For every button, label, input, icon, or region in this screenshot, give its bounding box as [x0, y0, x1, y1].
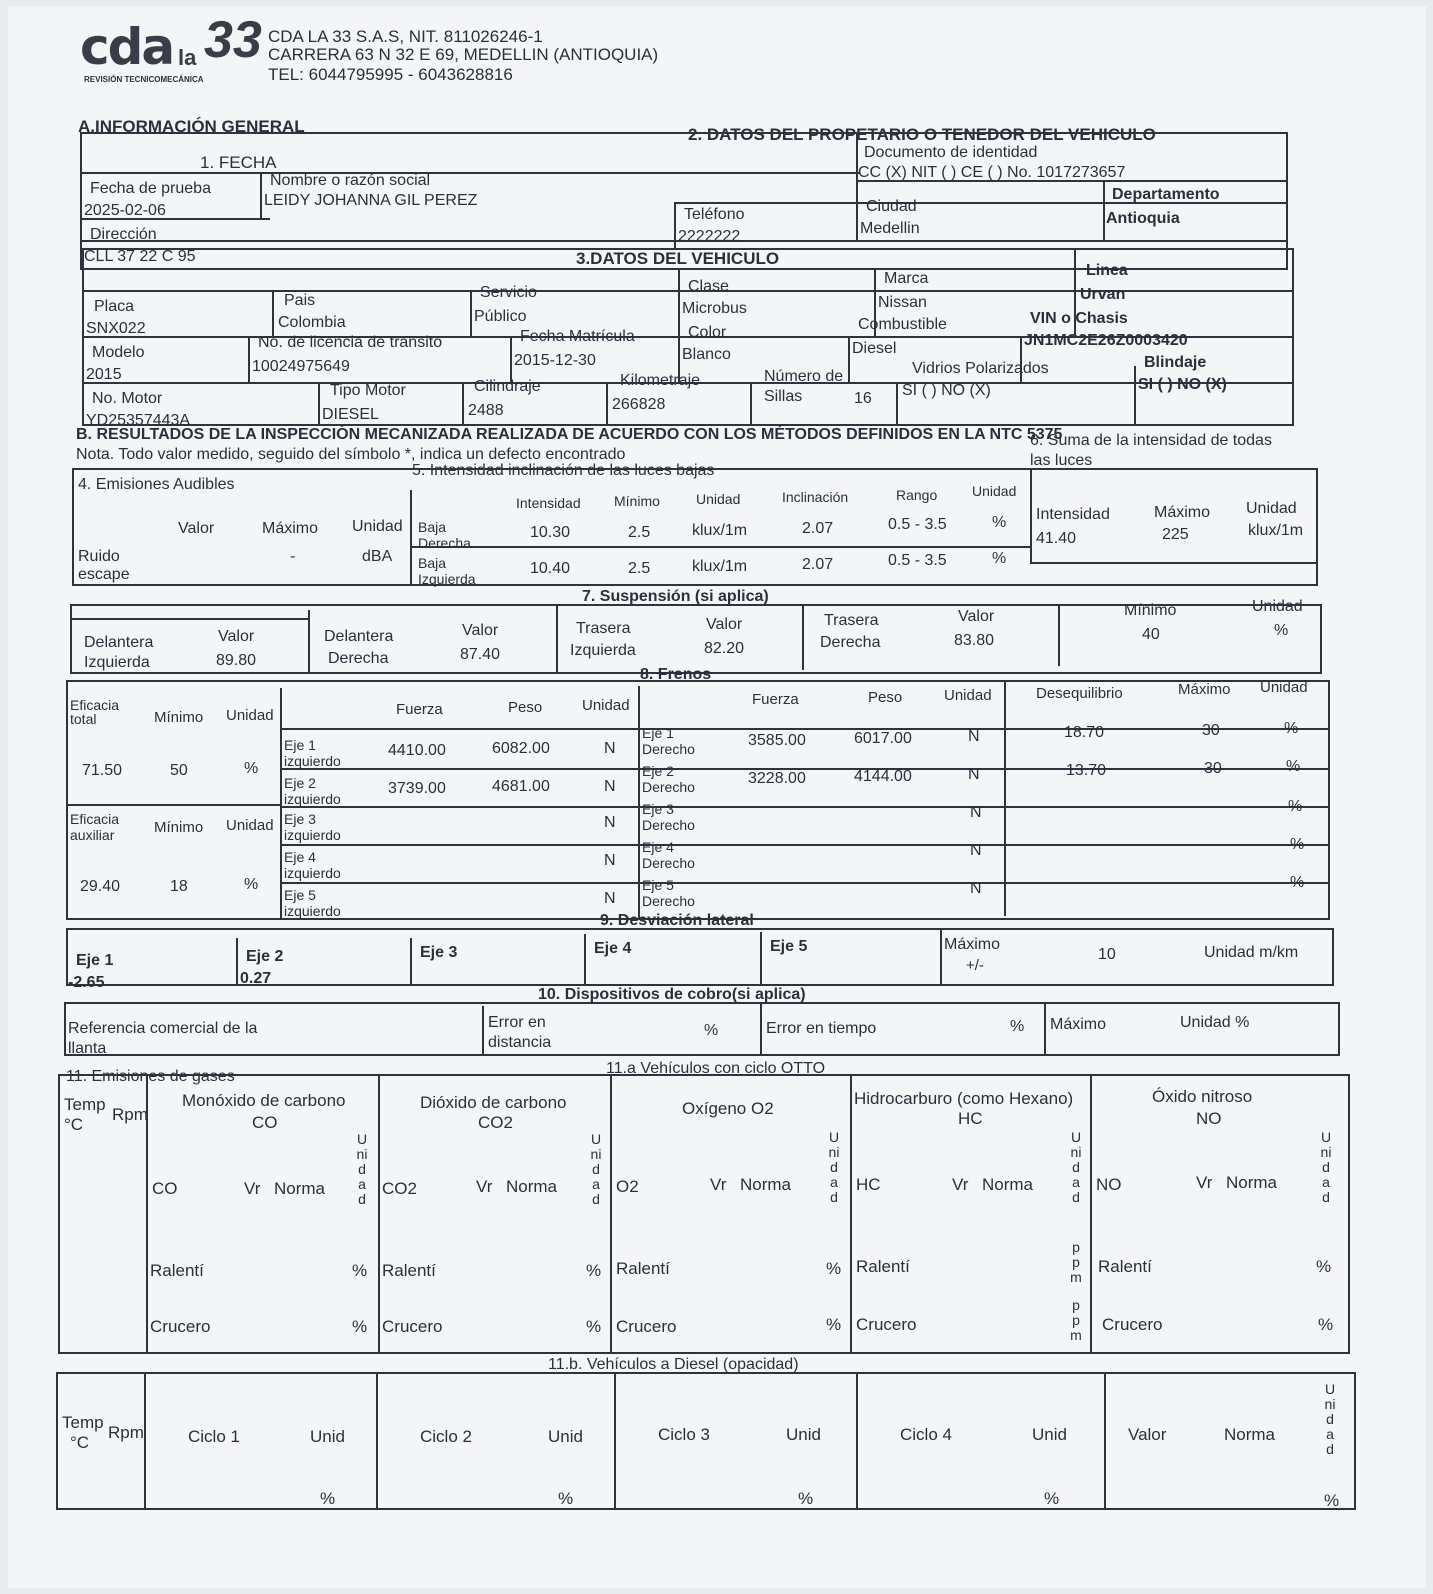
- frenos-unidad-label: Unidad: [1260, 679, 1308, 696]
- pais-label: Pais: [284, 292, 316, 309]
- cobro-tiempo-pct: %: [1010, 1018, 1025, 1035]
- diesel-ciclo3-pct: %: [798, 1489, 814, 1508]
- vin-label: VIN o Chasis: [1030, 310, 1128, 327]
- co2-norma: Norma: [506, 1177, 558, 1196]
- no-ralenti-pct: %: [1316, 1257, 1332, 1276]
- suma-intensidad: 41.40: [1036, 530, 1077, 547]
- sillas-value: 16: [854, 390, 872, 407]
- nombre-value: LEIDY JOHANNA GIL PEREZ: [264, 192, 478, 209]
- co-vr: Vr: [244, 1179, 261, 1198]
- diesel-unidad-pct: %: [1324, 1491, 1340, 1510]
- co2-abbr: CO2: [382, 1179, 417, 1198]
- fecha-mat-label: Fecha Matrícula: [520, 328, 635, 345]
- co2-unidad: Unidad: [590, 1131, 602, 1207]
- ef-aux-1: Eficacia: [70, 811, 120, 827]
- color-label: Color: [688, 324, 727, 341]
- diesel-title: 11.b. Vehículos a Diesel (opacidad): [548, 1356, 799, 1373]
- gases-degc: °C: [64, 1115, 84, 1134]
- frenos-left-row2-peso: 4681.00: [492, 778, 550, 795]
- doc-value: CC (X) NIT ( ) CE ( ) No. 1017273657: [858, 164, 1126, 181]
- linea-value: Urvan: [1080, 286, 1126, 303]
- nombre-label: Nombre o razón social: [270, 172, 431, 189]
- frenos-right-row2-u: N: [968, 766, 980, 783]
- km-label: Kilometraje: [620, 372, 701, 389]
- co2-crucero-pct: %: [586, 1317, 602, 1336]
- luces-row2-rango: 0.5 - 3.5: [888, 552, 947, 569]
- frenos-right-row2-l2: Derecho: [642, 779, 695, 795]
- frenos-left-row1-l2: izquierdo: [284, 753, 341, 769]
- frenos-left-row5-l2: izquierdo: [284, 903, 341, 919]
- audibles-unit-value: dBA: [362, 548, 393, 565]
- ef-total-minimo-label: Mínimo: [154, 709, 204, 726]
- frenos-right-row1-u: N: [968, 728, 980, 745]
- ruido-label: Ruido: [78, 548, 120, 565]
- suma-luces-title-1: 6. Suma de la intensidad de todas: [1030, 432, 1272, 449]
- frenos-right-row2-pct: %: [1286, 758, 1301, 775]
- diesel-temp: Temp: [62, 1413, 104, 1432]
- co-title-1: Monóxido de carbono: [182, 1091, 346, 1110]
- placa-value: SNX022: [86, 320, 146, 337]
- sillas-label-1: Número de: [764, 368, 844, 385]
- suma-h-unidad: Unidad: [1246, 500, 1297, 517]
- susp-cell4-l1: Trasera: [824, 612, 879, 629]
- susp-cell4-value: 83.80: [954, 632, 995, 649]
- gases-temp: Temp: [64, 1095, 106, 1114]
- frenos-right-row3-pct: %: [1288, 798, 1303, 815]
- desv-eje2-value: 0.27: [240, 970, 272, 987]
- suma-h-intensidad: Intensidad: [1036, 506, 1110, 523]
- desv-maximo-pm: +/-: [966, 957, 984, 974]
- frenos-right-row5-l1: Eje 5: [642, 877, 674, 893]
- luces-h-minimo: Mínimo: [614, 493, 660, 509]
- cilindraje-label: Cilindraje: [474, 378, 541, 395]
- placa-label: Placa: [94, 298, 135, 315]
- motor-value: YD25357443A: [86, 412, 191, 429]
- form-sheet: [8, 6, 1426, 1588]
- pais-value: Colombia: [278, 314, 346, 331]
- hc-title-1: Hidrocarburo (como Hexano): [854, 1089, 1074, 1108]
- luces-row1-l1: Baja: [418, 519, 447, 535]
- gases-title: 11. Emisiones de gases: [66, 1068, 235, 1085]
- diesel-degc: °C: [70, 1433, 90, 1452]
- doc-label: Documento de identidad: [864, 144, 1038, 161]
- ef-aux-unidad-label: Unidad: [226, 817, 274, 834]
- frenos-right-row3-l1: Eje 3: [642, 801, 674, 817]
- desv-eje1-value: -2.65: [68, 974, 105, 991]
- frenos-right-fuerza: Fuerza: [752, 691, 799, 708]
- susp-cell1-l2: Izquierda: [84, 654, 150, 671]
- frenos-left-row1-peso: 6082.00: [492, 740, 550, 757]
- cilindraje-value: 2488: [468, 402, 504, 419]
- susp-minimo-value: 40: [1142, 626, 1160, 643]
- susp-cell3-valor-label: Valor: [706, 616, 743, 633]
- combustible-label: Combustible: [858, 316, 947, 333]
- tipo-motor-value: DIESEL: [322, 406, 379, 423]
- licencia-label: No. de licencia de transito: [258, 334, 443, 351]
- ef-aux-pct: %: [244, 876, 259, 893]
- fecha-label: Fecha de prueba: [90, 180, 211, 197]
- frenos-right-row5-u: N: [970, 880, 982, 897]
- direccion-label: Dirección: [90, 226, 157, 243]
- frenos-right-row2-fuerza: 3228.00: [748, 770, 806, 787]
- no-norma: Norma: [1226, 1173, 1278, 1192]
- frenos-left-row3-l1: Eje 3: [284, 811, 316, 827]
- frenos-right-row4-l1: Eje 4: [642, 839, 674, 855]
- gases-rpm: Rpm: [112, 1105, 148, 1124]
- ef-total-1: Eficacia: [70, 697, 120, 713]
- no-title-2: NO: [1196, 1109, 1222, 1128]
- ef-total-min-value: 50: [170, 762, 188, 779]
- o2-vr: Vr: [710, 1175, 727, 1194]
- no-vr: Vr: [1196, 1173, 1213, 1192]
- luces-row2-unidad: klux/1m: [692, 558, 748, 575]
- frenos-right-row1-pct: %: [1284, 720, 1299, 737]
- cobro-dist-1: Error en: [488, 1014, 546, 1031]
- desviacion-title: 9. Desviación lateral: [600, 912, 754, 929]
- susp-cell3-l2: Izquierda: [570, 642, 636, 659]
- color-value: Blanco: [682, 346, 731, 363]
- luces-h-intensidad: Intensidad: [516, 495, 581, 511]
- blindaje-label: Blindaje: [1144, 354, 1207, 371]
- audibles-maximo-header: Máximo: [262, 520, 319, 537]
- vehicle-title: 3.DATOS DEL VEHICULO: [576, 249, 780, 268]
- section-a-title: A.INFORMACIÓN GENERAL: [78, 117, 305, 136]
- susp-cell2-value: 87.40: [460, 646, 501, 663]
- luces-row2-intensidad: 10.40: [530, 560, 571, 577]
- co2-crucero: Crucero: [382, 1317, 443, 1336]
- depto-value: Antioquia: [1106, 210, 1180, 227]
- luces-row1-unidad2: %: [992, 514, 1007, 531]
- diesel-ciclo4-pct: %: [1044, 1489, 1060, 1508]
- o2-norma: Norma: [740, 1175, 792, 1194]
- o2-ralenti: Ralentí: [616, 1259, 670, 1278]
- servicio-value: Público: [474, 308, 527, 325]
- frenos-left-row2-l1: Eje 2: [284, 775, 316, 791]
- audibles-unidad-header: Unidad: [352, 518, 403, 535]
- co-abbr: CO: [152, 1179, 178, 1198]
- frenos-right-unidad: Unidad: [944, 687, 992, 704]
- luces-h-rango: Rango: [896, 487, 938, 503]
- suspension-title: 7. Suspensión (si aplica): [582, 588, 769, 605]
- o2-title-1: Oxígeno O2: [682, 1099, 774, 1118]
- luces-row1-unidad: klux/1m: [692, 522, 748, 539]
- frenos-right-row2-peso: 4144.00: [854, 768, 912, 785]
- no-crucero-pct: %: [1318, 1315, 1334, 1334]
- luces-row1-l2: Derecha: [418, 535, 471, 551]
- company-address: CARRERA 63 N 32 E 69, MEDELLIN (ANTIOQUIA): [268, 45, 659, 64]
- diesel-ciclo2-pct: %: [558, 1489, 574, 1508]
- no-unidad: Unidad: [1320, 1129, 1332, 1205]
- licencia-value: 10024975649: [252, 358, 350, 375]
- luces-row2-inclinacion: 2.07: [802, 556, 834, 573]
- frenos-left-peso: Peso: [508, 699, 543, 716]
- co2-ralenti: Ralentí: [382, 1261, 436, 1280]
- desv-eje3-label: Eje 3: [420, 944, 458, 961]
- no-title-1: Óxido nitroso: [1152, 1087, 1253, 1106]
- diesel-ciclo1-pct: %: [320, 1489, 336, 1508]
- frenos-title: 8. Frenos: [640, 666, 712, 683]
- diesel-unidad: Unidad: [1324, 1381, 1336, 1457]
- cobro-ref-1: Referencia comercial de la: [68, 1020, 258, 1037]
- company-name: CDA LA 33 S.A.S, NIT. 811026246-1: [268, 27, 543, 46]
- susp-cell2-l2: Derecha: [328, 650, 389, 667]
- susp-cell2-valor-label: Valor: [462, 622, 499, 639]
- section-b-title: B. RESULTADOS DE LA INSPECCIÓN MECANIZADA REALIZADA DE ACUERDO CON LOS MÉTODOS DEFINIDOS EN LA NTC 5375: [76, 426, 1063, 443]
- diesel-ciclo3-unid: Unid: [786, 1425, 821, 1444]
- audibles-valor-header: Valor: [178, 520, 215, 537]
- ef-total-pct: %: [244, 760, 259, 777]
- frenos-left-row3-u: N: [604, 814, 616, 831]
- susp-unidad-value: %: [1274, 622, 1289, 639]
- hc-ralenti-ppm: ppm: [1070, 1239, 1082, 1285]
- co-crucero: Crucero: [150, 1317, 211, 1336]
- clase-label: Clase: [688, 278, 729, 295]
- frenos-right-row1-fuerza: 3585.00: [748, 732, 806, 749]
- escape-label: escape: [78, 566, 130, 583]
- logo-la: la: [178, 45, 197, 70]
- frenos-left-fuerza: Fuerza: [396, 701, 443, 718]
- km-value: 266828: [612, 396, 666, 413]
- sillas-label-2: Sillas: [764, 388, 803, 405]
- vidrios-label: Vidrios Polarizados: [912, 360, 1049, 377]
- diesel-ciclo4: Ciclo 4: [900, 1425, 952, 1444]
- company-phone: TEL: 6044795995 - 6043628816: [268, 65, 513, 84]
- owner-title: 2. DATOS DEL PROPETARIO O TENEDOR DEL VEHICULO: [688, 125, 1156, 144]
- diesel-ciclo1-unid: Unid: [310, 1427, 345, 1446]
- cobro-dist-2: distancia: [488, 1034, 552, 1051]
- susp-minimo-label: Mínimo: [1124, 602, 1177, 619]
- frenos-left-row4-l1: Eje 4: [284, 849, 316, 865]
- frenos-left-row2-fuerza: 3739.00: [388, 780, 446, 797]
- frenos-left-row1-fuerza: 4410.00: [388, 742, 446, 759]
- no-crucero: Crucero: [1102, 1315, 1163, 1334]
- frenos-left-row5-l1: Eje 5: [284, 887, 316, 903]
- combustible-value: Diesel: [852, 340, 897, 357]
- co-title-2: CO: [252, 1113, 278, 1132]
- desv-eje5-label: Eje 5: [770, 938, 808, 955]
- luces-row2-minimo: 2.5: [628, 560, 651, 577]
- servicio-label: Servicio: [480, 284, 537, 301]
- hc-title-2: HC: [958, 1109, 983, 1128]
- luces-row1-rango: 0.5 - 3.5: [888, 516, 947, 533]
- ef-aux-min-value: 18: [170, 878, 188, 895]
- luces-row2-l2: Izquierda: [418, 571, 476, 587]
- cobro-tiempo: Error en tiempo: [766, 1020, 877, 1037]
- diesel-norma: Norma: [1224, 1425, 1276, 1444]
- susp-unidad-label: Unidad: [1252, 598, 1303, 615]
- frenos-right-row1-max: 30: [1202, 722, 1220, 739]
- o2-crucero: Crucero: [616, 1317, 677, 1336]
- frenos-right-row2-max: 30: [1204, 760, 1222, 777]
- hc-ralenti: Ralentí: [856, 1257, 910, 1276]
- logo-tagline: REVISIÓN TECNICOMECÁNICA: [84, 75, 204, 84]
- frenos-left-row3-l2: izquierdo: [284, 827, 341, 843]
- diesel-ciclo2-unid: Unid: [548, 1427, 583, 1446]
- frenos-right-row1-l2: Derecho: [642, 741, 695, 757]
- motor-label: No. Motor: [92, 390, 163, 407]
- o2-ralenti-pct: %: [826, 1259, 842, 1278]
- frenos-deseq-label: Desequilibrio: [1036, 685, 1123, 702]
- frenos-left-row1-u: N: [604, 740, 616, 757]
- luces-row1-inclinacion: 2.07: [802, 520, 834, 537]
- desv-eje2-label: Eje 2: [246, 948, 284, 965]
- frenos-left-unidad: Unidad: [582, 697, 630, 714]
- marca-label: Marca: [884, 270, 929, 287]
- frenos-left-row1-l1: Eje 1: [284, 737, 316, 753]
- direccion-value: CLL 37 22 C 95: [84, 248, 196, 265]
- cobro-ref-2: llanta: [68, 1040, 107, 1057]
- section-b-note: Nota. Todo valor medido, seguido del símbolo *, indica un defecto encontrado: [76, 446, 626, 463]
- cobro-unidad: Unidad %: [1180, 1014, 1250, 1031]
- luces-h-unidad2: Unidad: [972, 483, 1017, 499]
- co-ralenti: Ralentí: [150, 1261, 204, 1280]
- fecha-title: 1. FECHA: [200, 153, 277, 172]
- hc-vr: Vr: [952, 1175, 969, 1194]
- telefono-value: 2222222: [678, 228, 741, 245]
- linea-label: Linea: [1086, 262, 1128, 279]
- co2-title-1: Dióxido de carbono: [420, 1093, 567, 1112]
- ciudad-value: Medellin: [860, 220, 920, 237]
- frenos-right-row3-u: N: [970, 804, 982, 821]
- fecha-mat-value: 2015-12-30: [514, 352, 596, 369]
- o2-unidad: Unidad: [828, 1129, 840, 1205]
- frenos-right-row4-pct: %: [1290, 836, 1305, 853]
- co-crucero-pct: %: [352, 1317, 368, 1336]
- co2-vr: Vr: [476, 1177, 493, 1196]
- frenos-left-row4-u: N: [604, 852, 616, 869]
- susp-cell1-value: 89.80: [216, 652, 257, 669]
- frenos-right-row4-l2: Derecho: [642, 855, 695, 871]
- frenos-right-row1-l1: Eje 1: [642, 725, 674, 741]
- o2-abbr: O2: [616, 1177, 639, 1196]
- otto-title: 11.a Vehículos con ciclo OTTO: [606, 1060, 826, 1077]
- ef-total-unidad-label: Unidad: [226, 707, 274, 724]
- diesel-ciclo2: Ciclo 2: [420, 1427, 472, 1446]
- modelo-value: 2015: [86, 366, 122, 383]
- cobro-maximo: Máximo: [1050, 1016, 1107, 1033]
- tipo-motor-label: Tipo Motor: [330, 382, 406, 399]
- vin-value: JN1MC2E26Z0003420: [1024, 332, 1188, 349]
- frenos-right-row1-deseq: 18.70: [1064, 724, 1105, 741]
- no-ralenti: Ralentí: [1098, 1257, 1152, 1276]
- frenos-right-row3-l2: Derecho: [642, 817, 695, 833]
- desv-maximo-value: 10: [1098, 946, 1116, 963]
- frenos-maximo-label: Máximo: [1178, 681, 1231, 698]
- frenos-left-row4-l2: izquierdo: [284, 865, 341, 881]
- blindaje-value: SI ( ) NO (X): [1138, 376, 1227, 393]
- co-unidad: Unidad: [356, 1131, 368, 1207]
- logo-33: 33: [204, 11, 262, 69]
- susp-cell3-value: 82.20: [704, 640, 745, 657]
- suma-h-maximo: Máximo: [1154, 504, 1211, 521]
- co2-ralenti-pct: %: [586, 1261, 602, 1280]
- diesel-valor: Valor: [1128, 1425, 1167, 1444]
- luces-h-unidad: Unidad: [696, 491, 741, 507]
- desv-maximo-label: Máximo: [944, 936, 1001, 953]
- diesel-ciclo3: Ciclo 3: [658, 1425, 710, 1444]
- suma-unidad: klux/1m: [1248, 522, 1304, 539]
- emisiones-audibles-title: 4. Emisiones Audibles: [78, 476, 235, 493]
- luces-title: 5. Intensidad inclinación de las luces bajas: [412, 462, 715, 479]
- ciudad-label: Ciudad: [866, 198, 917, 215]
- frenos-right-row1-peso: 6017.00: [854, 730, 912, 747]
- luces-row1-intensidad: 10.30: [530, 524, 571, 541]
- frenos-right-row4-u: N: [970, 842, 982, 859]
- frenos-right-peso: Peso: [868, 689, 903, 706]
- desv-eje1-label: Eje 1: [76, 952, 114, 969]
- marca-value: Nissan: [878, 294, 927, 311]
- luces-row2-unidad2: %: [992, 550, 1007, 567]
- cobro-title: 10. Dispositivos de cobro(si aplica): [538, 986, 806, 1003]
- co-ralenti-pct: %: [352, 1261, 368, 1280]
- susp-cell4-l2: Derecha: [820, 634, 881, 651]
- ef-aux-value: 29.40: [80, 878, 121, 895]
- diesel-ciclo4-unid: Unid: [1032, 1425, 1067, 1444]
- hc-unidad: Unidad: [1070, 1129, 1082, 1205]
- ef-aux-2: auxiliar: [70, 827, 115, 843]
- frenos-right-row5-pct: %: [1290, 874, 1305, 891]
- fecha-value: 2025-02-06: [84, 202, 166, 219]
- cobro-dist-pct: %: [704, 1022, 719, 1039]
- hc-crucero-ppm: ppm: [1070, 1297, 1082, 1343]
- ef-total-value: 71.50: [82, 762, 123, 779]
- suma-luces-title-2: las luces: [1030, 452, 1093, 469]
- suma-maximo: 225: [1162, 526, 1189, 543]
- susp-cell3-l1: Trasera: [576, 620, 631, 637]
- hc-abbr: HC: [856, 1175, 881, 1194]
- desv-unidad: Unidad m/km: [1204, 944, 1299, 961]
- frenos-left-row5-u: N: [604, 890, 616, 907]
- diesel-ciclo1: Ciclo 1: [188, 1427, 240, 1446]
- frenos-right-row2-deseq: 13.70: [1066, 762, 1107, 779]
- logo: cda: [80, 18, 174, 76]
- no-abbr: NO: [1096, 1175, 1122, 1194]
- ef-total-2: total: [70, 711, 97, 727]
- frenos-left-row2-u: N: [604, 778, 616, 795]
- frenos-left-row2-l2: izquierdo: [284, 791, 341, 807]
- hc-crucero: Crucero: [856, 1315, 917, 1334]
- co-norma: Norma: [274, 1179, 326, 1198]
- susp-cell2-l1: Delantera: [324, 628, 394, 645]
- o2-crucero-pct: %: [826, 1315, 842, 1334]
- desv-eje4-label: Eje 4: [594, 940, 632, 957]
- co2-title-2: CO2: [478, 1113, 513, 1132]
- luces-row2-l1: Baja: [418, 555, 447, 571]
- audibles-max-value: -: [290, 548, 296, 565]
- frenos-right-row2-l1: Eje 2: [642, 763, 674, 779]
- clase-value: Microbus: [682, 300, 747, 317]
- frenos-right-row5-l2: Derecho: [642, 893, 695, 909]
- susp-cell1-valor-label: Valor: [218, 628, 255, 645]
- modelo-label: Modelo: [92, 344, 145, 361]
- telefono-label: Teléfono: [684, 206, 745, 223]
- luces-h-inclinacion: Inclinación: [782, 489, 849, 505]
- susp-cell1-l1: Delantera: [84, 634, 154, 651]
- susp-cell4-valor-label: Valor: [958, 608, 995, 625]
- diesel-rpm: Rpm: [108, 1423, 144, 1442]
- hc-norma: Norma: [982, 1175, 1034, 1194]
- vidrios-value: SI ( ) NO (X): [902, 382, 991, 399]
- ef-aux-minimo-label: Mínimo: [154, 819, 204, 836]
- luces-row1-minimo: 2.5: [628, 524, 651, 541]
- depto-label: Departamento: [1112, 186, 1220, 203]
